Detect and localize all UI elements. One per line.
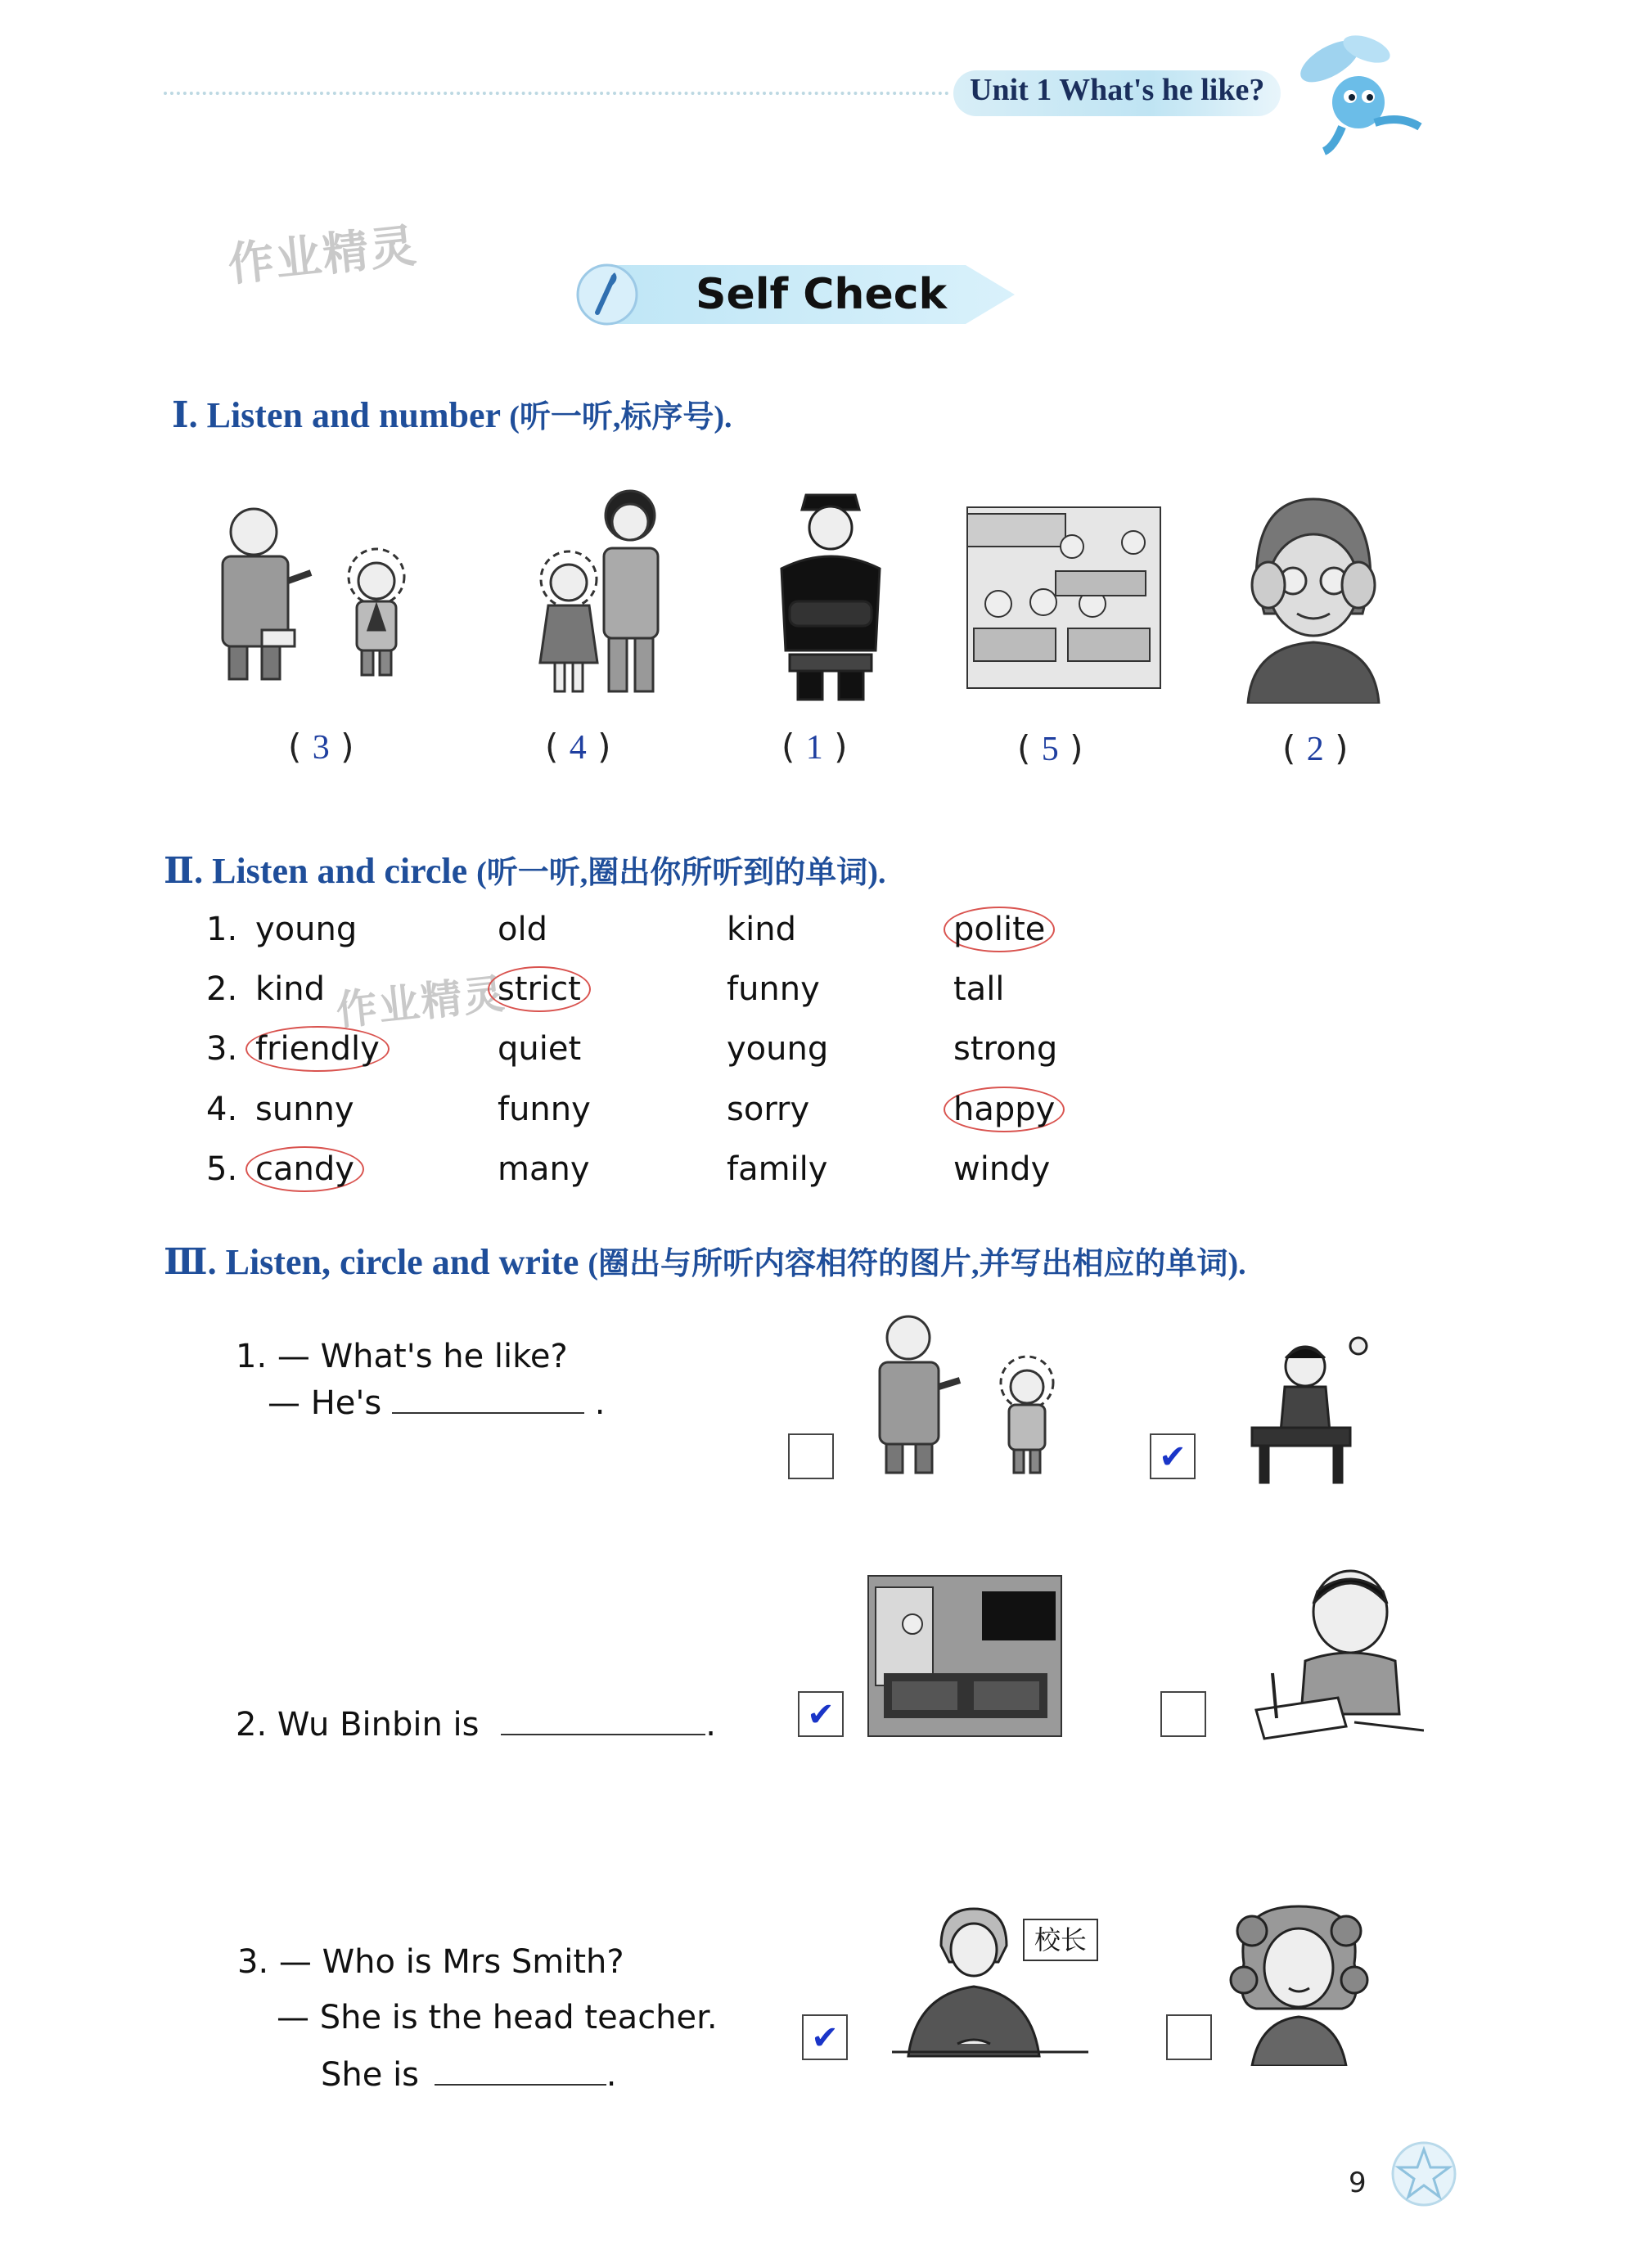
q3-answer-prompt: She is xyxy=(321,2056,420,2094)
q3-checkbox-1[interactable]: ✔ xyxy=(802,2014,848,2060)
section3-instruction: (圈出与所听内容相符的图片,并写出相应的单词). xyxy=(588,1247,1246,1281)
word-option[interactable]: funny xyxy=(727,970,820,1008)
q3-curly-hair-woman-picture xyxy=(1227,1898,1371,2066)
q3-line1 xyxy=(237,1943,624,1981)
q2-boy-writing-picture xyxy=(1240,1567,1424,1743)
section1-instruction: (听一听,标序号). xyxy=(509,400,732,434)
q3-line3 xyxy=(321,2056,616,2094)
word-option[interactable]: quiet xyxy=(498,1030,582,1068)
q3-number: 3. xyxy=(237,1943,269,1981)
answer-5: ( 2 ) xyxy=(1282,728,1349,768)
head-teacher-sign: 校长 xyxy=(1023,1919,1098,1961)
section2-title: Listen and circle xyxy=(212,851,468,891)
q3-blank[interactable] xyxy=(435,2084,606,2086)
word-option[interactable]: kind xyxy=(255,970,326,1008)
self-check-title: Self Check xyxy=(696,270,948,319)
q1-checkbox-2[interactable]: ✔ xyxy=(1150,1433,1196,1479)
mother-and-girl-picture xyxy=(524,483,687,704)
mascot-icon xyxy=(1285,25,1432,155)
q2-checkbox-2[interactable] xyxy=(1160,1691,1206,1737)
q1-blank[interactable] xyxy=(392,1412,584,1414)
watermark-middle: 作业精灵 xyxy=(333,970,508,1035)
q2-checkbox-1[interactable]: ✔ xyxy=(798,1691,844,1737)
word-option[interactable]: many xyxy=(498,1150,590,1188)
police-officer-picture xyxy=(765,487,896,704)
word-option[interactable]: young xyxy=(727,1030,829,1068)
word-row-number: 1. xyxy=(206,911,238,948)
word-option[interactable]: sorry xyxy=(727,1091,810,1128)
teacher-and-boy-picture xyxy=(205,491,442,687)
section2-roman: Ⅱ. xyxy=(164,851,204,891)
q1-number: 1. xyxy=(236,1338,268,1375)
circled-word[interactable]: friendly xyxy=(245,1026,390,1072)
watermark-top: 作业精灵 xyxy=(225,219,421,292)
section2-heading xyxy=(164,847,885,892)
q2-end: . xyxy=(705,1706,716,1744)
q1-line2 xyxy=(268,1384,605,1422)
word-option[interactable]: kind xyxy=(727,911,797,948)
section1-title: Listen and number xyxy=(206,395,501,435)
circled-word[interactable]: happy xyxy=(944,1087,1065,1132)
circled-word[interactable]: candy xyxy=(245,1146,364,1192)
answer-4-value: 5 xyxy=(1041,731,1059,768)
word-row-number: 4. xyxy=(206,1091,238,1128)
section1-heading xyxy=(172,391,732,436)
q2-line xyxy=(236,1706,716,1744)
section3-roman: Ⅲ. xyxy=(164,1242,217,1282)
answer-3: ( 1 ) xyxy=(781,727,848,767)
header-dotted-line xyxy=(164,92,949,95)
q1-checkbox-1[interactable] xyxy=(788,1433,834,1479)
q2-classroom-picture xyxy=(867,1575,1062,1737)
word-option[interactable]: funny xyxy=(498,1091,591,1128)
q3-line2: — She is the head teacher. xyxy=(277,1999,718,2036)
word-option[interactable]: old xyxy=(498,911,547,948)
q1-end: . xyxy=(594,1384,606,1422)
circled-word[interactable]: polite xyxy=(944,907,1055,952)
q2-blank[interactable] xyxy=(501,1734,705,1735)
answer-5-value: 2 xyxy=(1306,731,1324,768)
q1-question: — What's he like? xyxy=(277,1338,568,1375)
unit-title: Unit 1 What's he like? xyxy=(970,73,1265,107)
answer-1: ( 3 ) xyxy=(288,727,354,767)
page-number: 9 xyxy=(1349,2167,1367,2199)
word-option[interactable]: strong xyxy=(953,1030,1058,1068)
section2-instruction: (听一听,圈出你所听到的单词). xyxy=(476,856,886,890)
circled-word[interactable]: strict xyxy=(488,966,591,1012)
q1-line1 xyxy=(236,1338,568,1375)
word-option[interactable]: young xyxy=(255,911,358,948)
word-option[interactable]: sunny xyxy=(255,1091,354,1128)
word-option[interactable]: tall xyxy=(953,970,1005,1008)
answer-1-value: 3 xyxy=(312,729,330,767)
q1-boy-at-desk-picture xyxy=(1240,1334,1379,1485)
q2-text: Wu Binbin is xyxy=(277,1706,480,1744)
q3-question: — Who is Mrs Smith? xyxy=(278,1943,624,1981)
word-row-number: 5. xyxy=(206,1150,238,1188)
section3-heading xyxy=(164,1238,1246,1283)
q3-end: . xyxy=(606,2056,617,2094)
q1-teacher-and-boy-picture xyxy=(863,1305,1084,1477)
answer-3-value: 1 xyxy=(805,729,823,767)
section1-roman: Ⅰ. xyxy=(172,395,198,435)
q2-number: 2. xyxy=(236,1706,268,1744)
classroom-picture xyxy=(966,506,1162,690)
answer-2-value: 4 xyxy=(569,729,587,767)
q3-checkbox-2[interactable] xyxy=(1166,2014,1212,2060)
star-decoration-icon xyxy=(1387,2137,1461,2211)
girl-with-glasses-picture xyxy=(1232,491,1395,704)
answer-4: ( 5 ) xyxy=(1017,728,1083,768)
word-row-number: 2. xyxy=(206,970,238,1008)
q1-answer-prompt: — He's xyxy=(268,1384,382,1422)
answer-2: ( 4 ) xyxy=(545,727,611,767)
word-row-number: 3. xyxy=(206,1030,238,1068)
word-option[interactable]: family xyxy=(727,1150,828,1188)
section3-title: Listen, circle and write xyxy=(225,1242,579,1282)
word-option[interactable]: windy xyxy=(953,1150,1051,1188)
